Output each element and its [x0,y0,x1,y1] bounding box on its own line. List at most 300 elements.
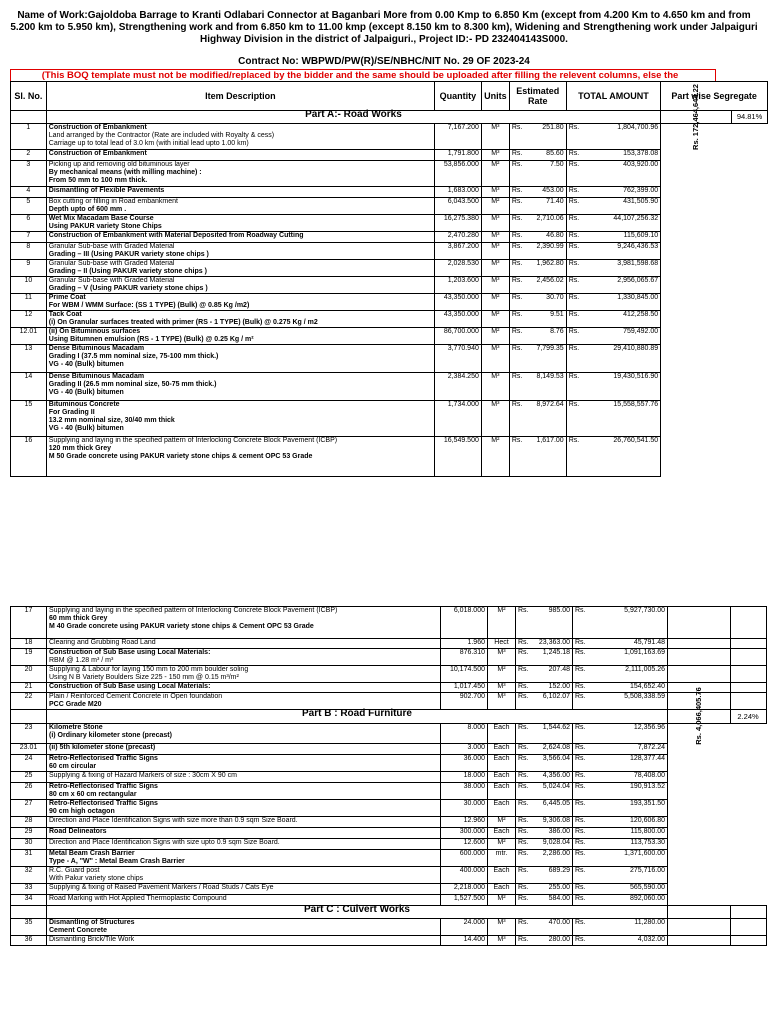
item-sl-no: 15 [11,401,47,437]
segregate-cell [668,936,731,946]
item-rate: 9.51 [524,311,566,328]
item-amount: 1,371,600.00 [588,850,668,867]
segregate-cell [668,639,731,649]
item-sl-no: 36 [11,936,47,946]
item-description-line: Tack Coat [48,311,82,318]
item-description [47,755,441,772]
item-amount: 2,111,005.26 [588,666,668,683]
item-rate: 255.00 [531,884,573,895]
item-amount: 4,032.00 [588,936,668,946]
amount-currency: Rs. [566,294,581,311]
item-amount: 115,800.00 [588,828,668,839]
item-description-line: Depth upto of 600 mm . [48,206,127,213]
item-unit: Each [488,867,516,884]
table-row [11,744,767,755]
table-row [11,277,768,294]
table-row [11,124,768,150]
item-rate: 689.29 [531,867,573,884]
item-sl-no: 13 [11,345,47,373]
item-description [46,345,434,373]
rate-currency: Rs. [509,373,524,401]
item-description-line: Road Delineators [49,828,107,835]
table-row [11,345,768,373]
item-amount: 193,351.50 [588,800,668,817]
segregate-cell [730,649,766,666]
item-description-line: Kilometre Stone [49,724,103,731]
item-rate: 470.00 [531,919,573,936]
item-description-line: Construction of Sub Base using Local Materials: [49,683,211,690]
item-unit: Each [488,800,516,817]
amount-currency: Rs. [573,800,588,817]
item-unit: M³ [481,232,509,243]
item-rate: 2,286.00 [531,850,573,867]
item-quantity: 3,867.200 [434,243,481,260]
item-description [47,744,441,755]
item-sl-no: 27 [11,800,47,817]
rate-currency: Rs. [516,666,531,683]
item-description-line: Plain / Reinforced Cement Concrete in Open foundation [49,693,223,700]
part-a-title: Part A:- Road Works [46,111,660,124]
item-amount: 1,804,700.96 [581,124,660,150]
amount-currency: Rs. [573,867,588,884]
amount-currency: Rs. [573,683,588,693]
table-row [11,232,768,243]
table-row [11,936,767,946]
item-description-line: Using PAKUR variety Stone Chips [48,223,162,230]
item-rate: 23,363.00 [531,639,573,649]
table-row [11,437,768,477]
item-rate: 8,972.64 [524,401,566,437]
item-unit: Hect [488,639,516,649]
item-description-line: VG - 40 (Bulk) bitumen [48,425,124,432]
amount-currency: Rs. [566,243,581,260]
item-rate: 5,024.04 [531,783,573,800]
item-quantity: 8.000 [441,724,488,744]
item-description-line: RBM @ 1.28 m³ / m³ [49,657,114,664]
item-description [47,850,441,867]
item-amount: 115,609.10 [581,232,660,243]
item-description [46,373,434,401]
item-rate: 2,390.99 [524,243,566,260]
item-unit: Each [488,772,516,783]
item-description-line: Using N B Variety Boulders Size 225 - 150 mm @ 0.15 m³/m² [49,674,239,681]
amount-currency: Rs. [566,232,581,243]
item-description-line: Direction and Place Identification Signs with size upto 0.9 sqm Size Board. [49,839,280,846]
item-sl-no: 19 [11,649,47,666]
item-description-line: Picking up and removing old bituminous layer [48,161,190,168]
item-unit: M³ [488,936,516,946]
item-amount: 759,492.00 [581,328,660,345]
warning-text: (This BOQ template must not be modified/replaced by the bidder and the same should be uploaded after filling the relevent columns, else the [41,70,679,81]
item-description [47,800,441,817]
segregate-cell [668,666,731,683]
item-rate: 6,445.05 [531,800,573,817]
item-unit: M² [481,311,509,328]
amount-currency: Rs. [573,817,588,828]
item-sl-no: 4 [11,187,47,198]
amount-currency: Rs. [566,437,581,477]
rate-currency: Rs. [509,243,524,260]
rate-currency: Rs. [516,850,531,867]
item-quantity: 18.000 [441,772,488,783]
item-amount: 19,430,516.90 [581,373,660,401]
item-description-line: Cement Concrete [49,927,107,934]
table-row [11,724,767,744]
item-description-line: Supplying & fixing of Hazard Markers of size : 30cm X 90 cm [49,772,237,779]
item-sl-no: 1 [11,124,47,150]
segregate-cell [668,649,731,666]
item-quantity: 1,527.500 [441,895,488,906]
item-description [47,817,441,828]
item-sl-no: 12 [11,311,47,328]
amount-currency: Rs. [566,401,581,437]
part-b-percent: 2.24% [730,710,766,724]
item-quantity: 12.960 [441,817,488,828]
item-description-line: Supplying and laying in the specified pattern of Interlocking Concrete Block Pavement (ICBP) [48,437,338,444]
item-rate: 152.00 [531,683,573,693]
item-sl-no: 14 [11,373,47,401]
rate-currency: Rs. [509,277,524,294]
item-amount: 154,652.40 [588,683,668,693]
item-description [46,161,434,187]
item-quantity: 400.000 [441,867,488,884]
item-sl-no: 9 [11,260,47,277]
col-header-description: Item Description [46,82,434,111]
part-c-rows [11,919,767,946]
item-rate: 2,710.06 [524,215,566,232]
item-sl-no: 10 [11,277,47,294]
item-quantity: 1,683.000 [434,187,481,198]
item-description-line: 60 cm circular [49,763,97,770]
col-header-sl: Sl. No. [11,82,47,111]
item-unit: M² [488,895,516,906]
table-row [11,328,768,345]
item-description-line: Retro-Reflectorised Traffic Signs [49,755,158,762]
item-unit: Each [488,884,516,895]
item-sl-no: 35 [11,919,47,936]
item-description-line: Carriage up to total lead of 3.0 km (with initial lead upto 1.00 km) [48,140,249,147]
table-row [11,260,768,277]
item-description-line: (ii) On Bituminous surfaces [48,328,141,335]
amount-currency: Rs. [566,260,581,277]
item-description-line: Supplying & Labour for laying 150 mm to 200 mm boulder soling [49,666,249,673]
amount-currency: Rs. [573,850,588,867]
segregate-cell [730,693,766,710]
amount-currency: Rs. [573,693,588,710]
item-description-line: Construction of Embankment [48,124,147,131]
rate-currency: Rs. [509,161,524,187]
item-quantity: 86,700.000 [434,328,481,345]
item-description [46,187,434,198]
item-amount: 128,377.44 [588,755,668,772]
item-unit: Each [488,828,516,839]
rate-currency: Rs. [509,260,524,277]
item-unit: M² [481,198,509,215]
item-amount: 45,791.48 [588,639,668,649]
item-description-line: Type - A, "W" : Metal Beam Crash Barrier [49,858,185,865]
item-description [46,232,434,243]
item-quantity: 7,167.200 [434,124,481,150]
item-rate: 1,245.18 [531,649,573,666]
item-description-line: Supplying & fixing of Raised Pavement Markers / Road Studs / Cats Eye [49,884,274,891]
item-rate: 7.50 [524,161,566,187]
rate-currency: Rs. [516,828,531,839]
item-amount: 5,508,338.59 [588,693,668,710]
item-description [47,839,441,850]
item-description-line: Dismantling of Flexible Pavements [48,187,165,194]
amount-currency: Rs. [573,639,588,649]
part-c-title: Part C : Culvert Works [47,906,668,919]
table-row [11,755,767,772]
item-rate: 8,149.53 [524,373,566,401]
rate-currency: Rs. [509,198,524,215]
item-sl-no: 2 [11,150,47,161]
amount-currency: Rs. [573,839,588,850]
table-row [11,243,768,260]
item-description [47,772,441,783]
amount-currency: Rs. [573,828,588,839]
item-description-line: With Pakur variety stone chips [49,875,144,882]
item-sl-no: 3 [11,161,47,187]
item-unit: M² [481,328,509,345]
amount-currency: Rs. [566,198,581,215]
table-row [11,867,767,884]
item-description-line: VG - 40 (Bulk) bitumen [48,361,124,368]
item-rate: 71.40 [524,198,566,215]
item-description-line: Dismantling of Structures [49,919,135,926]
segregate-cell [730,683,766,693]
item-sl-no: 30 [11,839,47,850]
item-amount: 431,505.90 [581,198,660,215]
amount-currency: Rs. [573,936,588,946]
table-row [11,401,768,437]
item-description [46,243,434,260]
item-description [47,693,441,710]
item-quantity: 1,734.000 [434,401,481,437]
item-unit: M³ [481,277,509,294]
table-row [11,850,767,867]
item-sl-no: 33 [11,884,47,895]
item-description-line: Grading – V (Using PAKUR variety stone chips ) [48,285,208,292]
item-description-line: M 40 Grade concrete using PAKUR variety stone chips & Cement OPC 53 Grade [49,623,314,630]
item-description-line: Retro-Reflectorised Traffic Signs [49,783,158,790]
item-unit: M³ [481,345,509,373]
part-a-rows [11,124,768,477]
table-row [11,828,767,839]
item-quantity: 1,203.600 [434,277,481,294]
item-rate: 2,624.08 [531,744,573,755]
item-quantity: 16,549.500 [434,437,481,477]
item-unit: M² [488,839,516,850]
segregate-cell [668,607,731,639]
item-rate: 8.76 [524,328,566,345]
item-description-line: Dense Bituminous Macadam [48,345,145,352]
item-description-line: 120 mm thick Grey [48,445,112,452]
item-description-line: Grading I (37.5 mm nominal size, 75-100 mm thick.) [48,353,219,360]
item-sl-no: 12.01 [11,328,47,345]
item-description-line: Construction of Embankment with Material Deposited from Roadway Cutting [48,232,304,239]
amount-currency: Rs. [573,649,588,666]
item-description-line: For Grading II [48,409,95,416]
item-description-line: (i) Ordinary kilometer stone (precast) [49,732,172,739]
item-sl-no: 16 [11,437,47,477]
amount-currency: Rs. [566,187,581,198]
item-unit: Each [488,724,516,744]
item-description-line: Direction and Place Identification Signs with size more than 0.9 sqm Size Board. [49,817,298,824]
amount-currency: Rs. [573,744,588,755]
rate-currency: Rs. [516,683,531,693]
item-amount: 15,558,557.76 [581,401,660,437]
boq-table-part-a [10,81,768,477]
item-amount: 120,606.80 [588,817,668,828]
item-description-line: Retro-Reflectorised Traffic Signs [49,800,158,807]
item-description-line: Box cutting or filling in Road embankment [48,198,178,205]
item-description-line: Construction of Sub Base using Local Materials: [49,649,211,656]
item-description [47,683,441,693]
item-amount: 113,753.30 [588,839,668,850]
part-a-total: Rs. 172,464,644.22 [661,111,732,124]
item-sl-no: 23 [11,724,47,744]
rate-currency: Rs. [509,294,524,311]
item-description-line: Grading – II (Using PAKUR variety stone chips ) [48,268,207,275]
item-description-line: 13.2 mm nominal size, 30/40 mm thick [48,417,175,424]
item-description-line: Metal Beam Crash Barrier [49,850,135,857]
item-description-line: 60 mm thick Grey [49,615,108,622]
item-amount: 9,246,436.53 [581,243,660,260]
item-description [47,936,441,946]
table-row [11,161,768,187]
rate-currency: Rs. [509,215,524,232]
item-rate: 1,544.62 [531,724,573,744]
item-unit: M³ [481,124,509,150]
item-quantity: 12.600 [441,839,488,850]
item-unit: M³ [481,187,509,198]
item-amount: 762,399.00 [581,187,660,198]
item-description [47,649,441,666]
item-description-line: Granular Sub-base with Graded Material [48,260,175,267]
rate-currency: Rs. [509,150,524,161]
item-unit: M³ [488,919,516,936]
item-description [46,260,434,277]
item-quantity: 30.000 [441,800,488,817]
table-row [11,187,768,198]
item-quantity: 43,350.000 [434,294,481,311]
item-description-line: Prime Coat [48,294,86,301]
item-quantity: 6,043.500 [434,198,481,215]
item-description [47,607,441,639]
item-unit: M³ [481,243,509,260]
item-amount: 412,258.50 [581,311,660,328]
rate-currency: Rs. [509,311,524,328]
item-rate: 985.00 [531,607,573,639]
item-unit: M² [481,161,509,187]
item-amount: 5,927,730.00 [588,607,668,639]
item-unit: M³ [488,649,516,666]
item-description [47,666,441,683]
table-row [11,800,767,817]
amount-currency: Rs. [566,150,581,161]
item-rate: 251.80 [524,124,566,150]
item-quantity: 14.400 [441,936,488,946]
item-sl-no: 25 [11,772,47,783]
item-quantity: 3.000 [441,744,488,755]
table-row [11,373,768,401]
item-description-line: Dense Bituminous Macadam [48,373,145,380]
item-description [46,294,434,311]
item-description-line: Road Marking with Hot Applied Thermoplastic Compound [49,895,227,902]
item-sl-no: 6 [11,215,47,232]
rate-currency: Rs. [509,232,524,243]
item-rate: 3,566.04 [531,755,573,772]
item-description [47,867,441,884]
item-description-line: 80 cm x 60 cm rectangular [49,791,137,798]
rate-currency: Rs. [516,693,531,710]
item-description-line: (ii) 5th kilometer stone (precast) [49,744,156,751]
item-amount: 153,378.08 [581,150,660,161]
item-unit: M² [481,294,509,311]
item-unit: mtr. [488,850,516,867]
item-quantity: 1,017.450 [441,683,488,693]
item-description-line: (i) On Granular surfaces treated with primer (RS - 1 TYPE) (Bulk) @ 0.275 Kg / m2 [48,319,318,326]
amount-currency: Rs. [573,895,588,906]
amount-currency: Rs. [566,215,581,232]
segregate-cell [730,639,766,649]
amount-currency: Rs. [566,345,581,373]
item-quantity: 2,218.000 [441,884,488,895]
item-unit: Each [488,783,516,800]
item-rate: 85.60 [524,150,566,161]
item-amount: 190,913.52 [588,783,668,800]
item-sl-no: 7 [11,232,47,243]
table-row [11,649,767,666]
item-description [46,311,434,328]
item-description-line: For WBM / WMM Surface: (SS 1 TYPE) (Bulk) @ 0.85 Kg /m2) [48,302,250,309]
item-description-line: Construction of Embankment [48,150,147,157]
segregate-cell [730,607,766,639]
item-amount: 403,920.00 [581,161,660,187]
item-description [46,401,434,437]
item-unit: M³ [481,150,509,161]
rate-currency: Rs. [516,919,531,936]
rate-currency: Rs. [516,772,531,783]
item-unit: M³ [481,215,509,232]
item-unit: M³ [481,260,509,277]
item-description-line: Clearing and Grubbing Road Land [49,639,156,646]
item-description [46,150,434,161]
rate-currency: Rs. [509,437,524,477]
part-a-percent: 94.81% [732,111,768,124]
rate-currency: Rs. [516,744,531,755]
item-description [47,884,441,895]
item-description-line: Granular Sub-base with Graded Material [48,277,175,284]
item-description [46,198,434,215]
rate-currency: Rs. [516,936,531,946]
rate-currency: Rs. [516,839,531,850]
amount-currency: Rs. [566,124,581,150]
item-amount: 892,060.00 [588,895,668,906]
rate-currency: Rs. [516,783,531,800]
item-unit: M² [481,437,509,477]
item-description-line: R.C. Guard post [49,867,100,874]
item-description-line: From 50 mm to 100 mm thick. [48,177,148,184]
table-row [11,817,767,828]
item-sl-no: 22 [11,693,47,710]
col-header-units: Units [481,82,509,111]
rate-currency: Rs. [516,800,531,817]
item-amount: 1,091,163.69 [588,649,668,666]
item-amount: 1,330,845.00 [581,294,660,311]
amount-currency: Rs. [566,328,581,345]
